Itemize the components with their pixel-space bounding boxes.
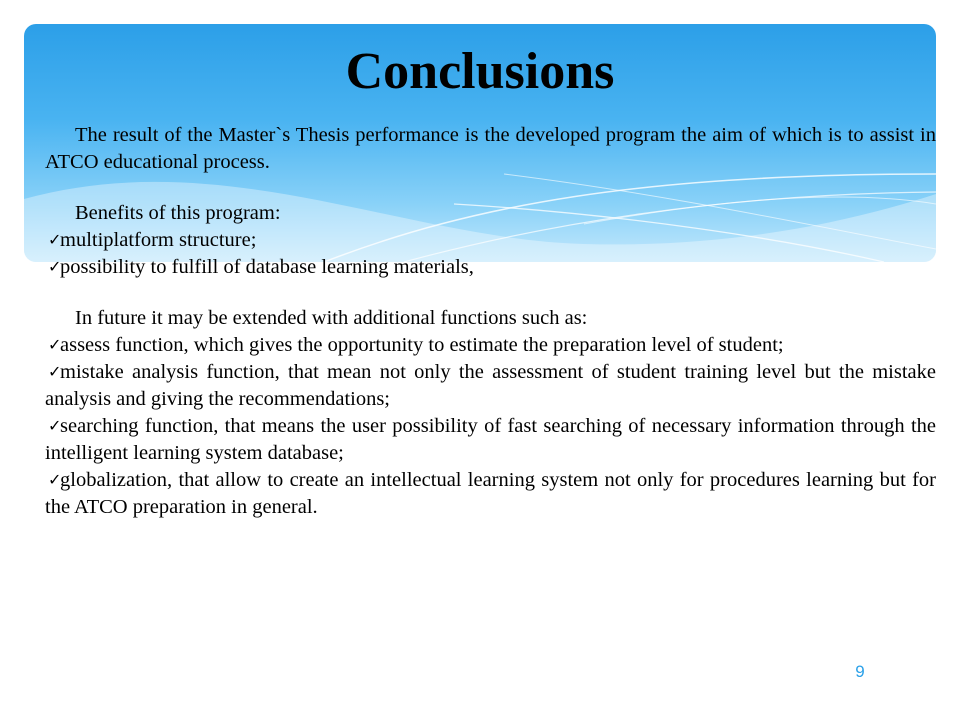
future-item <box>45 467 936 521</box>
benefit-item <box>45 254 936 281</box>
future-text: assess function, which gives the opportunity to estimate the preparation level of student; <box>60 334 784 356</box>
future-item <box>45 359 936 413</box>
checkmark-icon: ✓ <box>48 470 62 489</box>
slide-title: Conclusions <box>345 43 615 100</box>
future-item <box>45 413 936 467</box>
future-text: searching function, that means the user possibility of fast searching of necessary information through the intelligent learning system database; <box>45 415 936 464</box>
future-item <box>45 332 936 359</box>
checkmark-icon: ✓ <box>48 416 62 435</box>
benefit-item <box>45 227 936 254</box>
checkmark-icon: ✓ <box>48 230 62 249</box>
page-number: 9 <box>855 662 865 681</box>
benefit-text: possibility to fulfill of database learning materials, <box>60 256 474 278</box>
intro-paragraph: The result of the Master`s Thesis performance is the developed program the aim of which is to assist in ATCO educational process. <box>45 124 936 173</box>
future-text: globalization, that allow to create an intellectual learning system not only for procedures learning but for the ATCO preparation in general. <box>45 469 936 518</box>
benefit-text: multiplatform structure; <box>60 229 257 251</box>
checkmark-icon: ✓ <box>48 335 62 354</box>
checkmark-icon: ✓ <box>48 362 62 381</box>
benefits-heading: Benefits of this program: <box>75 202 281 224</box>
slide-body <box>45 122 936 521</box>
checkmark-icon: ✓ <box>48 257 62 276</box>
future-text: mistake analysis function, that mean not only the assessment of student training level but the mistake analysis and giving the recommendations; <box>45 361 936 410</box>
future-heading: In future it may be extended with additional functions such as: <box>75 307 588 329</box>
